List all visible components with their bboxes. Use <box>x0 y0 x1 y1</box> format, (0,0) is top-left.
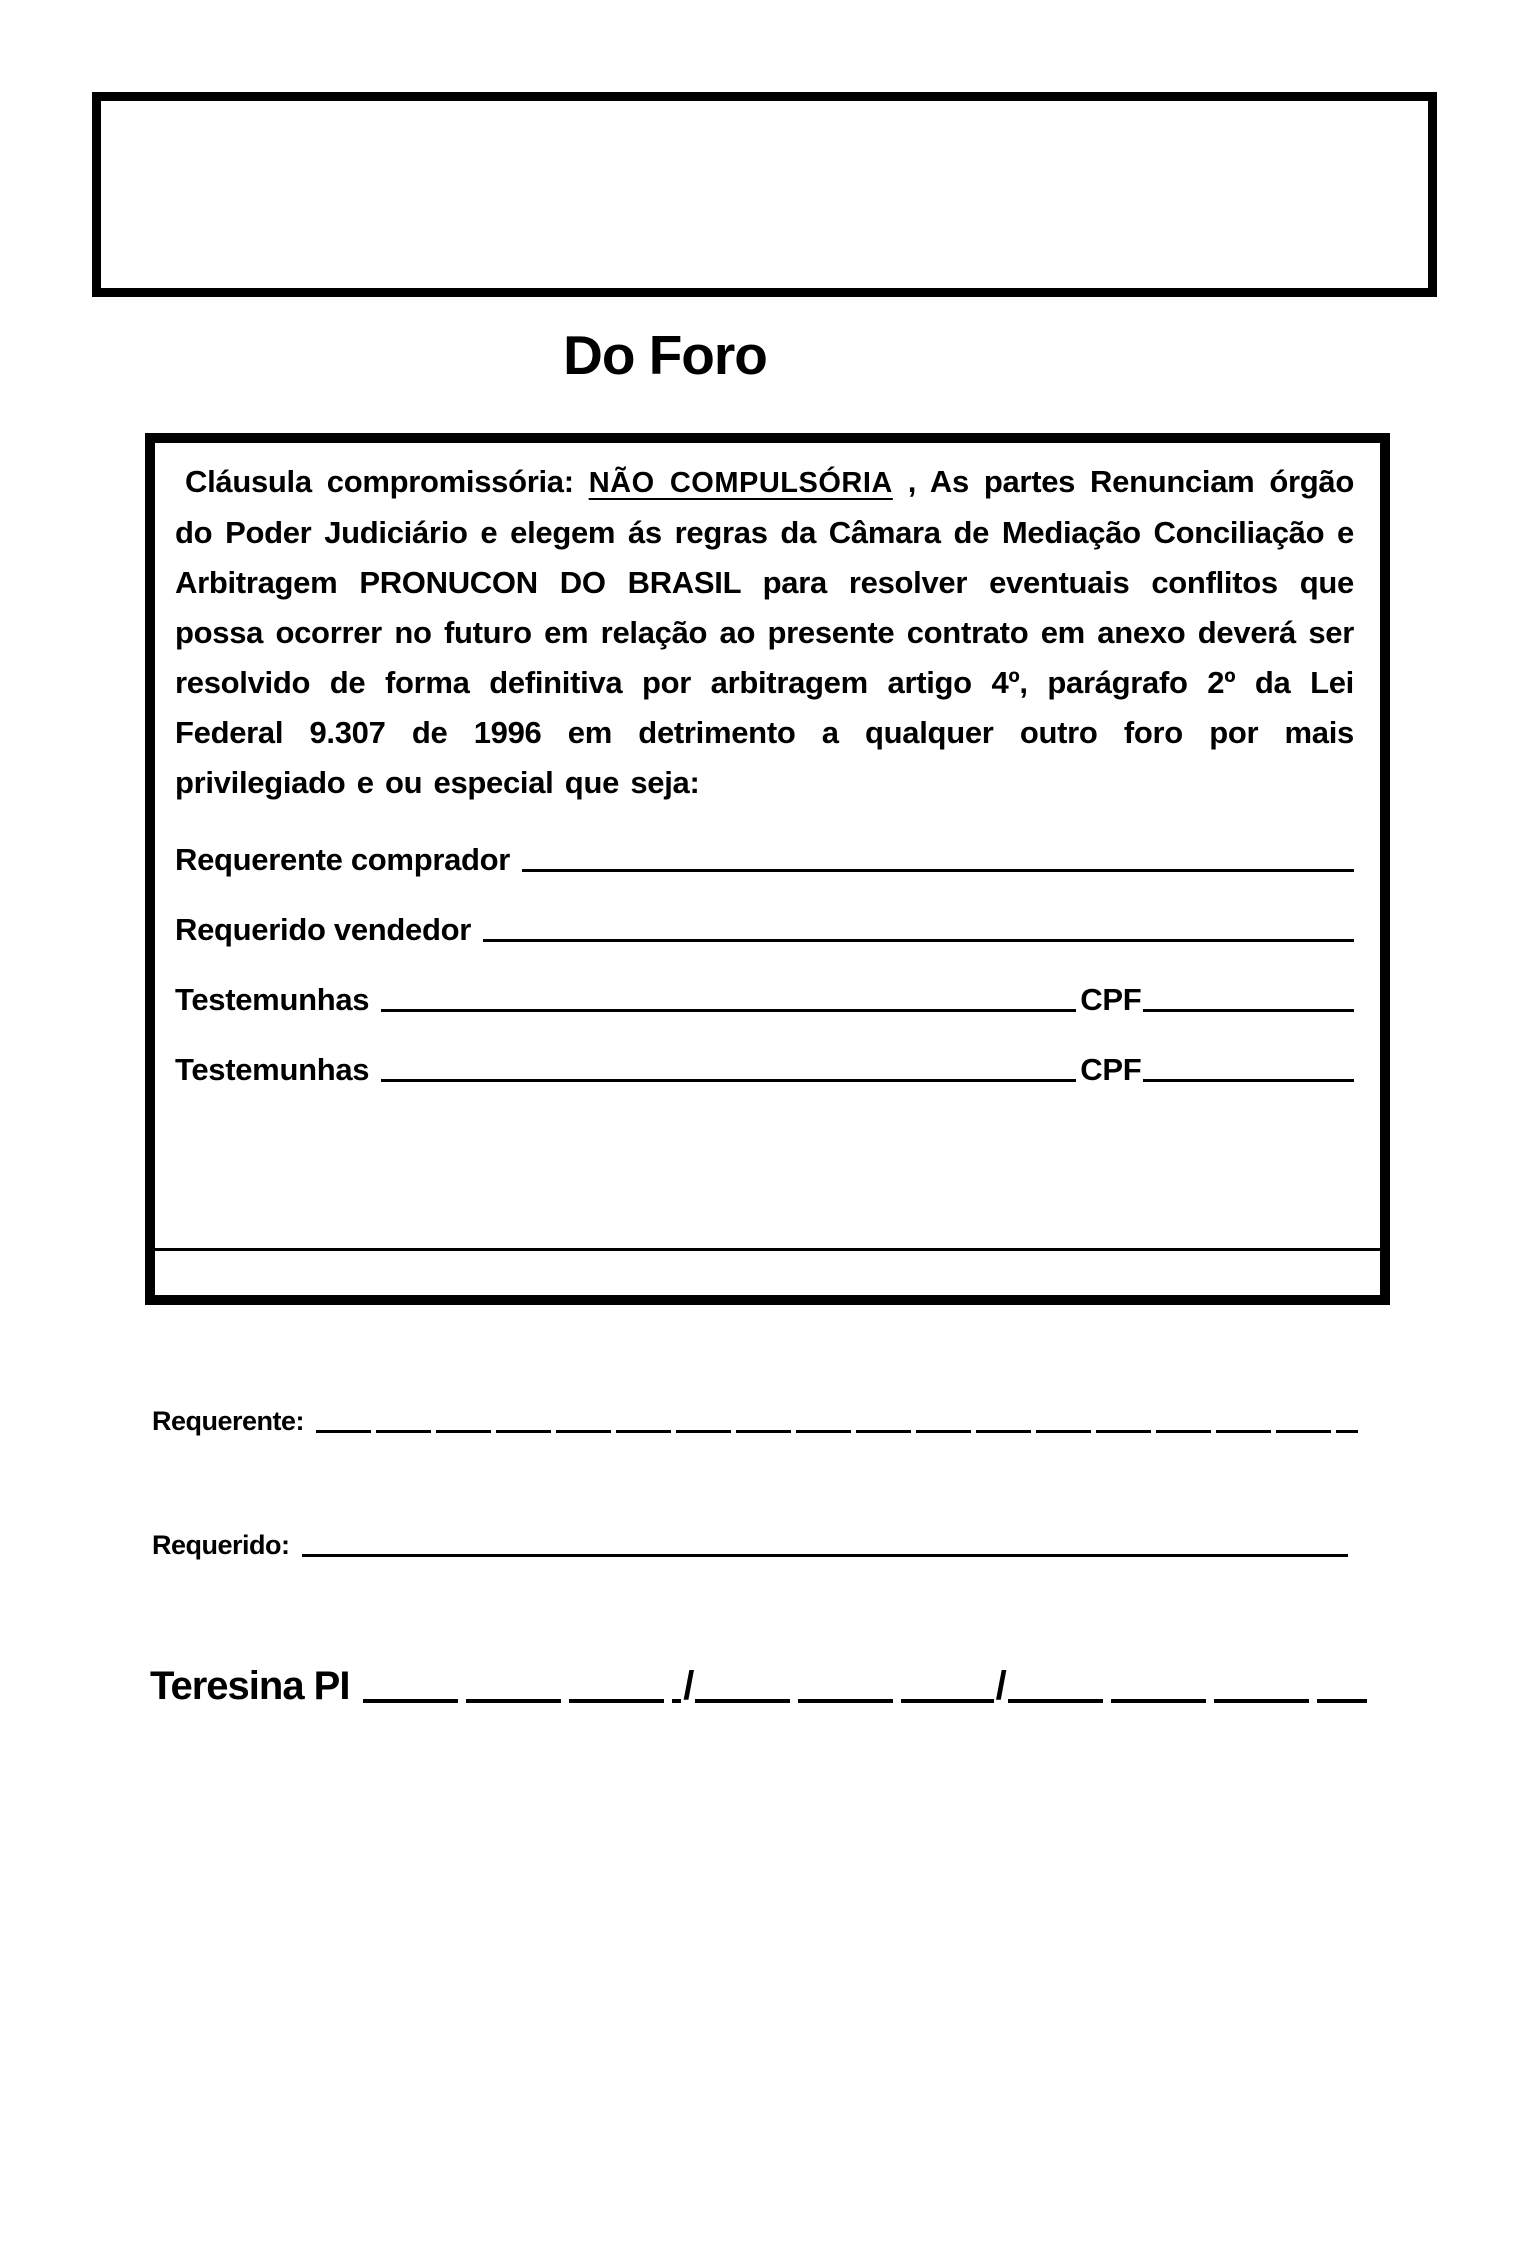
document-page <box>0 92 1527 2252</box>
field-row-testemunha-1 <box>175 982 1354 1018</box>
clause-highlight: NÃO COMPULSÓRIA <box>588 467 893 499</box>
requerente-comprador-label: Requerente comprador <box>175 842 511 877</box>
date-day-blank-line <box>363 1699 681 1703</box>
requerente-comprador-blank-line <box>522 869 1354 872</box>
date-year-blank-line <box>1008 1699 1367 1703</box>
testemunha-1-cpf-blank-line <box>1143 1009 1354 1012</box>
date-slash-1: / <box>683 1664 694 1708</box>
clause-box-bottom-strip <box>155 1248 1380 1295</box>
testemunha-2-blank-line <box>381 1079 1076 1082</box>
clause-content <box>155 443 1380 1088</box>
requerido-signature-line <box>302 1554 1348 1557</box>
requerido-label: Requerido: <box>152 1530 290 1560</box>
requerido-vendedor-label: Requerido vendedor <box>175 912 472 947</box>
testemunha-2-label: Testemunhas <box>175 1052 370 1087</box>
field-row-requerente-comprador <box>175 842 1354 878</box>
requerente-signature-line <box>316 1430 1358 1433</box>
clause-paragraph <box>175 457 1354 808</box>
requerente-label: Requerente: <box>152 1406 305 1436</box>
testemunha-1-label: Testemunhas <box>175 982 370 1017</box>
place-label: Teresina PI <box>150 1664 350 1708</box>
testemunha-2-cpf-blank-line <box>1143 1079 1354 1082</box>
signature-row-requerente <box>152 1405 1358 1437</box>
testemunha-1-blank-line <box>381 1009 1076 1012</box>
header-box <box>92 92 1437 297</box>
date-month-blank-line <box>695 1699 993 1703</box>
clause-intro: Cláusula compromissória: <box>185 464 589 499</box>
place-date-row <box>150 1663 1367 1709</box>
signature-row-requerido <box>152 1529 1348 1561</box>
testemunha-2-cpf-label: CPF <box>1080 1052 1142 1087</box>
page-title: Do Foro <box>563 324 767 386</box>
field-row-requerido-vendedor <box>175 912 1354 948</box>
field-row-testemunha-2 <box>175 1052 1354 1088</box>
title-wrap <box>0 323 1330 387</box>
clause-box <box>145 433 1390 1305</box>
date-slash-2: / <box>995 1664 1006 1708</box>
requerido-vendedor-blank-line <box>483 939 1354 942</box>
testemunha-1-cpf-label: CPF <box>1080 982 1142 1017</box>
clause-body: , As partes Renunciam órgão do Poder Judiciário e elegem ás regras da Câmara de Mediação Conciliação e Arbitragem PRONUCON DO BRASIL para resolver eventuais conflitos que possa ocorrer no futuro em relação ao presente contrato em anexo deverá ser resolvido de forma definitiva por arbitragem artigo 4º, parágrafo 2º da Lei Federal 9.307 de 1996 em detrimento a qualquer outro foro por mais privilegiado e ou especial que seja: <box>175 464 1354 800</box>
